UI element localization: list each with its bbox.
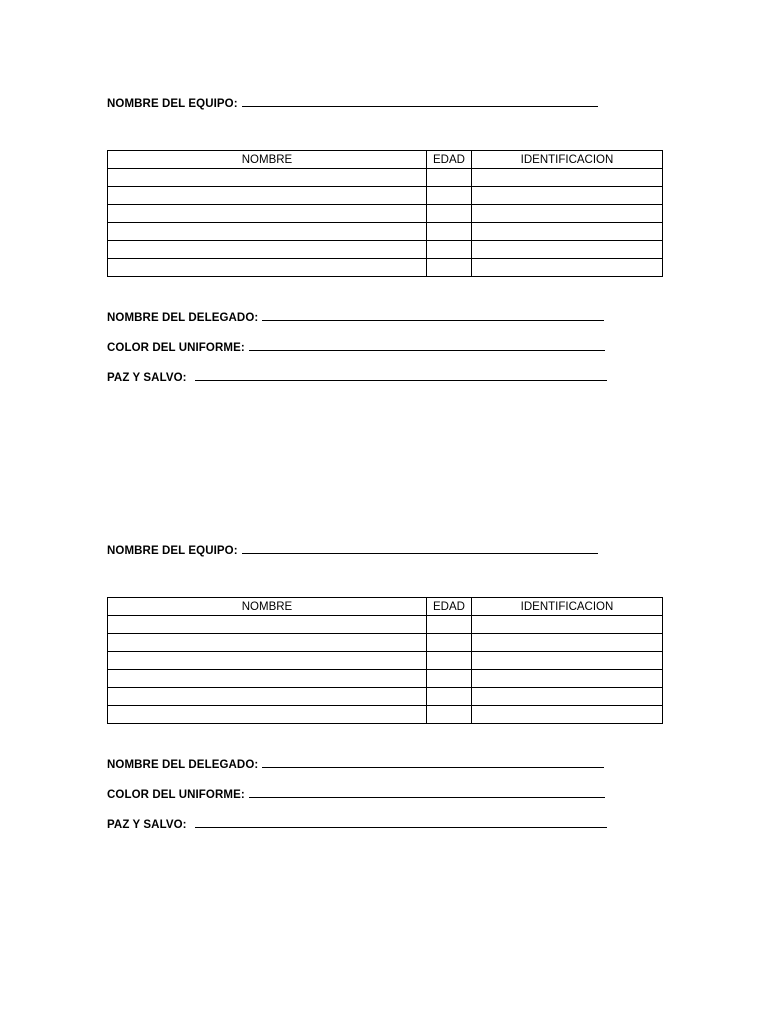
paz-y-salvo-blank[interactable]: [195, 380, 607, 381]
players-table: [107, 597, 663, 724]
table-header-row: [108, 151, 663, 169]
cell-edad[interactable]: [427, 187, 472, 205]
delegado-row: [107, 306, 667, 324]
header-nombre: NOMBRE: [108, 598, 427, 616]
paz-y-salvo-row: [107, 366, 667, 384]
uniforme-label: COLOR DEL UNIFORME:: [107, 789, 245, 801]
uniforme-blank[interactable]: [249, 797, 605, 798]
cell-identificacion[interactable]: [472, 169, 663, 187]
header-edad: EDAD: [427, 151, 472, 169]
cell-identificacion[interactable]: [472, 616, 663, 634]
cell-identificacion[interactable]: [472, 223, 663, 241]
cell-nombre[interactable]: [108, 688, 427, 706]
table-row: [108, 706, 663, 724]
team-name-label: NOMBRE DEL EQUIPO:: [107, 545, 238, 557]
paz-y-salvo-blank[interactable]: [195, 827, 607, 828]
cell-edad[interactable]: [427, 259, 472, 277]
cell-edad[interactable]: [427, 634, 472, 652]
header-edad: EDAD: [427, 598, 472, 616]
table-row: [108, 205, 663, 223]
delegado-label: NOMBRE DEL DELEGADO:: [107, 759, 259, 771]
table-row: [108, 652, 663, 670]
cell-identificacion[interactable]: [472, 259, 663, 277]
team-name-row: [107, 539, 667, 557]
cell-nombre[interactable]: [108, 616, 427, 634]
paz-y-salvo-label: PAZ Y SALVO:: [107, 372, 187, 384]
cell-edad[interactable]: [427, 688, 472, 706]
extra-fields: [107, 306, 667, 384]
cell-identificacion[interactable]: [472, 241, 663, 259]
cell-identificacion[interactable]: [472, 652, 663, 670]
cell-nombre[interactable]: [108, 241, 427, 259]
cell-nombre[interactable]: [108, 634, 427, 652]
uniforme-blank[interactable]: [249, 350, 605, 351]
table-row: [108, 670, 663, 688]
cell-identificacion[interactable]: [472, 205, 663, 223]
cell-identificacion[interactable]: [472, 670, 663, 688]
team-form-1: [107, 92, 667, 384]
uniforme-row: [107, 783, 667, 801]
table-row: [108, 259, 663, 277]
delegado-label: NOMBRE DEL DELEGADO:: [107, 312, 259, 324]
delegado-row: [107, 753, 667, 771]
cell-edad[interactable]: [427, 670, 472, 688]
delegado-blank[interactable]: [262, 767, 604, 768]
cell-edad[interactable]: [427, 616, 472, 634]
table-row: [108, 634, 663, 652]
uniforme-row: [107, 336, 667, 354]
paz-y-salvo-row: [107, 813, 667, 831]
header-identificacion: IDENTIFICACION: [472, 151, 663, 169]
cell-nombre[interactable]: [108, 259, 427, 277]
extra-fields: [107, 753, 667, 831]
team-name-blank[interactable]: [242, 553, 598, 554]
cell-identificacion[interactable]: [472, 688, 663, 706]
cell-identificacion[interactable]: [472, 634, 663, 652]
cell-nombre[interactable]: [108, 670, 427, 688]
cell-identificacion[interactable]: [472, 706, 663, 724]
cell-edad[interactable]: [427, 169, 472, 187]
header-nombre: NOMBRE: [108, 151, 427, 169]
players-table: [107, 150, 663, 277]
header-identificacion: IDENTIFICACION: [472, 598, 663, 616]
cell-nombre[interactable]: [108, 223, 427, 241]
delegado-blank[interactable]: [262, 320, 604, 321]
cell-edad[interactable]: [427, 706, 472, 724]
cell-nombre[interactable]: [108, 169, 427, 187]
cell-identificacion[interactable]: [472, 187, 663, 205]
cell-nombre[interactable]: [108, 187, 427, 205]
team-name-blank[interactable]: [242, 106, 598, 107]
table-row: [108, 187, 663, 205]
uniforme-label: COLOR DEL UNIFORME:: [107, 342, 245, 354]
cell-nombre[interactable]: [108, 205, 427, 223]
table-header-row: [108, 598, 663, 616]
cell-edad[interactable]: [427, 652, 472, 670]
paz-y-salvo-label: PAZ Y SALVO:: [107, 819, 187, 831]
table-row: [108, 616, 663, 634]
cell-edad[interactable]: [427, 223, 472, 241]
cell-edad[interactable]: [427, 205, 472, 223]
cell-edad[interactable]: [427, 241, 472, 259]
table-row: [108, 169, 663, 187]
team-form-2: [107, 539, 667, 831]
cell-nombre[interactable]: [108, 706, 427, 724]
table-row: [108, 223, 663, 241]
cell-nombre[interactable]: [108, 652, 427, 670]
table-row: [108, 688, 663, 706]
team-name-label: NOMBRE DEL EQUIPO:: [107, 98, 238, 110]
table-row: [108, 241, 663, 259]
team-name-row: [107, 92, 667, 110]
